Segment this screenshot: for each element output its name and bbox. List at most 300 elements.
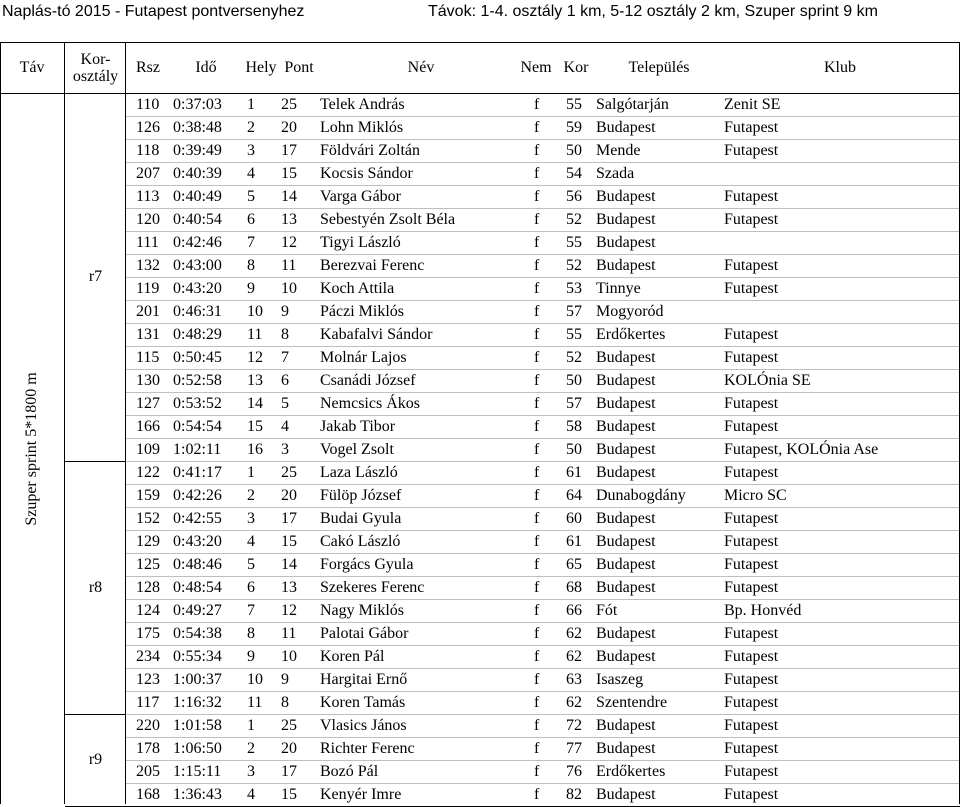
results-table	[0, 42, 960, 804]
cell-nev: Sebestyén Zsolt Béla	[320, 211, 456, 228]
cell-nev: Hargitai Ernő	[320, 671, 408, 688]
cell-nem: f	[534, 349, 540, 366]
table-row	[126, 553, 960, 576]
cell-nem: f	[534, 280, 540, 297]
row-divider	[126, 346, 960, 347]
cell-klub: Futapest, KOLÓnia Ase	[724, 441, 879, 458]
cell-tel: Mogyoród	[596, 303, 664, 320]
row-divider	[126, 484, 960, 485]
cell-tel: Budapest	[596, 717, 656, 734]
col-header-ido: Idő	[195, 59, 217, 76]
table-rule	[125, 42, 126, 804]
cell-kor: 62	[566, 648, 582, 665]
cell-tel: Budapest	[596, 464, 656, 481]
cell-pont: 14	[281, 556, 297, 573]
row-divider	[126, 737, 960, 738]
cell-nev: Koch Attila	[320, 280, 395, 297]
cell-tel: Budapest	[596, 119, 656, 136]
cell-rsz: 110	[136, 96, 160, 113]
cell-ido: 0:43:20	[173, 533, 222, 550]
cell-hely: 1	[247, 464, 255, 481]
cell-klub: Futapest	[724, 786, 779, 803]
cell-pont: 17	[281, 763, 297, 780]
cell-klub: Futapest	[724, 717, 779, 734]
table-row	[126, 162, 960, 185]
row-divider	[126, 714, 960, 715]
row-divider	[126, 208, 960, 209]
age-group-cell: r9	[88, 751, 103, 768]
row-divider	[126, 254, 960, 255]
cell-kor: 77	[566, 740, 582, 757]
cell-rsz: 125	[136, 556, 160, 573]
cell-nev: Lohn Miklós	[320, 119, 404, 136]
cell-nem: f	[534, 579, 540, 596]
cell-tel: Budapest	[596, 349, 656, 366]
cell-nem: f	[534, 602, 540, 619]
cell-rsz: 115	[136, 349, 160, 366]
cell-ido: 0:41:17	[173, 464, 222, 481]
cell-ido: 0:48:29	[173, 326, 222, 343]
cell-nem: f	[534, 648, 540, 665]
cell-nev: Cakó László	[320, 533, 401, 550]
row-divider	[126, 415, 960, 416]
table-row	[126, 116, 960, 139]
row-divider	[126, 760, 960, 761]
cell-nem: f	[534, 717, 540, 734]
cell-ido: 1:02:11	[173, 441, 222, 458]
cell-pont: 5	[281, 395, 289, 412]
cell-nev: Bozó Pál	[320, 763, 379, 780]
col-header-pont: Pont	[284, 59, 314, 76]
cell-tel: Budapest	[596, 510, 656, 527]
cell-tel: Szentendre	[596, 694, 668, 711]
cell-kor: 72	[566, 717, 582, 734]
cell-rsz: 124	[136, 602, 160, 619]
table-row	[126, 392, 960, 415]
cell-nev: Forgács Gyula	[320, 556, 414, 573]
cell-kor: 52	[566, 257, 582, 274]
cell-ido: 0:43:00	[173, 257, 222, 274]
table-row	[126, 438, 960, 461]
row-divider	[126, 783, 960, 784]
cell-ido: 0:54:38	[173, 625, 222, 642]
cell-tel: Budapest	[596, 188, 656, 205]
cell-nev: Berezvai Ferenc	[320, 257, 425, 274]
cell-nev: Molnár Lajos	[320, 349, 407, 366]
cell-tel: Erdőkertes	[596, 326, 666, 343]
table-row	[126, 737, 960, 760]
cell-rsz: 207	[136, 165, 160, 182]
cell-nem: f	[534, 763, 540, 780]
cell-rsz: 175	[136, 625, 160, 642]
cell-hely: 7	[247, 234, 255, 251]
cell-nev: Földvári Zoltán	[320, 142, 420, 159]
cell-rsz: 117	[136, 694, 160, 711]
cell-kor: 64	[566, 487, 582, 504]
table-row	[126, 576, 960, 599]
cell-rsz: 123	[136, 671, 160, 688]
cell-tel: Erdőkertes	[596, 763, 666, 780]
table-rule	[0, 42, 1, 804]
table-row	[126, 599, 960, 622]
cell-klub: Futapest	[724, 326, 779, 343]
cell-kor: 54	[566, 165, 582, 182]
cell-nev: Nagy Miklós	[320, 602, 404, 619]
cell-rsz: 113	[136, 188, 160, 205]
cell-nem: f	[534, 441, 540, 458]
cell-hely: 6	[247, 579, 255, 596]
cell-rsz: 152	[136, 510, 160, 527]
col-header-korosztaly-line2: osztály	[72, 67, 119, 85]
cell-hely: 9	[247, 280, 255, 297]
cell-ido: 1:01:58	[173, 717, 222, 734]
table-rule	[0, 42, 960, 43]
row-divider	[126, 392, 960, 393]
cell-kor: 55	[566, 234, 582, 251]
row-divider	[126, 323, 960, 324]
row-divider	[126, 599, 960, 600]
cell-nem: f	[534, 510, 540, 527]
age-group-cell: r7	[88, 268, 103, 285]
top-title-bar	[0, 0, 960, 26]
cell-nev: Kabafalvi Sándor	[320, 326, 433, 343]
cell-klub: Futapest	[724, 625, 779, 642]
cell-klub: Futapest	[724, 257, 779, 274]
table-row	[126, 300, 960, 323]
cell-tel: Salgótarján	[596, 96, 669, 113]
table-row	[126, 231, 960, 254]
cell-klub: Futapest	[724, 464, 779, 481]
cell-nem: f	[534, 671, 540, 688]
cell-kor: 52	[566, 349, 582, 366]
cell-rsz: 131	[136, 326, 160, 343]
cell-nem: f	[534, 740, 540, 757]
cell-rsz: 130	[136, 372, 160, 389]
cell-pont: 25	[281, 96, 297, 113]
cell-hely: 11	[247, 694, 263, 711]
cell-pont: 20	[281, 740, 297, 757]
table-row	[126, 93, 960, 116]
cell-hely: 13	[247, 372, 263, 389]
cell-kor: 59	[566, 119, 582, 136]
row-divider	[126, 300, 960, 301]
cell-hely: 6	[247, 211, 255, 228]
cell-tel: Budapest	[596, 740, 656, 757]
cell-ido: 0:39:49	[173, 142, 222, 159]
cell-rsz: 119	[136, 280, 160, 297]
cell-klub: KOLÓnia SE	[724, 372, 811, 389]
table-row	[126, 139, 960, 162]
cell-kor: 52	[566, 211, 582, 228]
cell-tel: Budapest	[596, 533, 656, 550]
table-row	[126, 760, 960, 783]
cell-tel: Tinnye	[596, 280, 641, 297]
row-divider	[126, 369, 960, 370]
table-row	[126, 783, 960, 806]
distance-info: Távok: 1-4. osztály 1 km, 5-12 osztály 2 km, Szuper sprint 9 km	[428, 3, 878, 20]
cell-ido: 0:49:27	[173, 602, 222, 619]
cell-hely: 15	[247, 418, 263, 435]
cell-tel: Mende	[596, 142, 641, 159]
cell-ido: 0:38:48	[173, 119, 222, 136]
cell-hely: 3	[247, 763, 255, 780]
table-row	[126, 369, 960, 392]
cell-kor: 62	[566, 694, 582, 711]
col-header-korosztaly-line1: Kor-	[80, 50, 111, 68]
table-row	[126, 323, 960, 346]
cell-kor: 55	[566, 326, 582, 343]
table-row	[126, 185, 960, 208]
cell-nev: Budai Gyula	[320, 510, 402, 527]
cell-rsz: 109	[136, 441, 160, 458]
row-divider	[126, 530, 960, 531]
table-row	[126, 507, 960, 530]
cell-kor: 50	[566, 372, 582, 389]
table-row	[126, 645, 960, 668]
row-divider	[126, 576, 960, 577]
cell-nem: f	[534, 418, 540, 435]
cell-nem: f	[534, 303, 540, 320]
row-divider	[126, 461, 960, 462]
cell-rsz: 166	[136, 418, 160, 435]
cell-hely: 14	[247, 395, 263, 412]
cell-tel: Budapest	[596, 579, 656, 596]
cell-rsz: 168	[136, 786, 160, 803]
table-row	[126, 714, 960, 737]
cell-pont: 20	[281, 487, 297, 504]
cell-nem: f	[534, 533, 540, 550]
cell-pont: 9	[281, 303, 289, 320]
cell-pont: 15	[281, 165, 297, 182]
cell-nev: Tigyi László	[320, 234, 401, 251]
col-header-korosztaly	[65, 42, 126, 93]
cell-pont: 13	[281, 579, 297, 596]
row-divider	[126, 668, 960, 669]
cell-nem: f	[534, 464, 540, 481]
cell-nem: f	[534, 372, 540, 389]
row-divider	[126, 553, 960, 554]
cell-ido: 1:06:50	[173, 740, 222, 757]
cell-klub: Futapest	[724, 694, 779, 711]
cell-kor: 76	[566, 763, 582, 780]
cell-hely: 4	[247, 165, 255, 182]
cell-ido: 1:00:37	[173, 671, 222, 688]
cell-nev: Fülöp József	[320, 487, 402, 504]
cell-rsz: 122	[136, 464, 160, 481]
cell-pont: 13	[281, 211, 297, 228]
row-divider	[126, 139, 960, 140]
distance-label: Szuper sprint 5*1800 m	[23, 371, 40, 526]
cell-pont: 4	[281, 418, 289, 435]
cell-ido: 1:36:43	[173, 786, 222, 803]
cell-klub: Futapest	[724, 119, 779, 136]
col-header-tav: Táv	[19, 59, 45, 76]
cell-hely: 2	[247, 487, 255, 504]
cell-ido: 0:43:20	[173, 280, 222, 297]
cell-hely: 7	[247, 602, 255, 619]
row-divider	[126, 507, 960, 508]
cell-hely: 8	[247, 257, 255, 274]
col-header-nev: Név	[407, 59, 435, 76]
cell-rsz: 178	[136, 740, 160, 757]
cell-klub: Futapest	[724, 671, 779, 688]
table-row	[126, 484, 960, 507]
cell-klub: Micro SC	[724, 487, 787, 504]
cell-hely: 8	[247, 625, 255, 642]
cell-pont: 8	[281, 326, 289, 343]
cell-pont: 10	[281, 280, 297, 297]
cell-pont: 17	[281, 142, 297, 159]
cell-hely: 11	[247, 326, 263, 343]
col-header-hely: Hely	[245, 59, 277, 76]
cell-nev: Vogel Zsolt	[320, 441, 394, 458]
cell-pont: 15	[281, 533, 297, 550]
row-divider	[126, 162, 960, 163]
cell-rsz: 201	[136, 303, 160, 320]
cell-rsz: 234	[136, 648, 160, 665]
col-header-kor: Kor	[563, 59, 589, 76]
cell-klub: Futapest	[724, 763, 779, 780]
cell-rsz: 118	[136, 142, 160, 159]
cell-tel: Budapest	[596, 625, 656, 642]
cell-nev: Páczi Miklós	[320, 303, 404, 320]
cell-rsz: 126	[136, 119, 160, 136]
cell-klub: Futapest	[724, 418, 779, 435]
cell-nev: Jakab Tibor	[320, 418, 396, 435]
cell-nem: f	[534, 142, 540, 159]
cell-kor: 61	[566, 533, 582, 550]
col-header-telepules: Település	[628, 59, 690, 76]
table-rule	[64, 42, 65, 804]
cell-ido: 0:42:55	[173, 510, 222, 527]
cell-pont: 11	[281, 625, 297, 642]
cell-klub: Futapest	[724, 211, 779, 228]
cell-klub: Zenit SE	[724, 96, 781, 113]
cell-ido: 0:42:26	[173, 487, 222, 504]
table-row	[126, 346, 960, 369]
cell-nev: Vlasics János	[320, 717, 407, 734]
cell-kor: 53	[566, 280, 582, 297]
cell-rsz: 120	[136, 211, 160, 228]
cell-rsz: 111	[136, 234, 159, 251]
cell-nem: f	[534, 211, 540, 228]
cell-nem: f	[534, 786, 540, 803]
cell-rsz: 220	[136, 717, 160, 734]
cell-klub: Futapest	[724, 349, 779, 366]
cell-pont: 6	[281, 372, 289, 389]
cell-pont: 12	[281, 602, 297, 619]
cell-tel: Fót	[596, 602, 618, 619]
cell-tel: Budapest	[596, 786, 656, 803]
table-row	[126, 530, 960, 553]
cell-nem: f	[534, 96, 540, 113]
cell-rsz: 132	[136, 257, 160, 274]
cell-nev: Kocsis Sándor	[320, 165, 413, 182]
table-row	[126, 622, 960, 645]
cell-nev: Laza László	[320, 464, 398, 481]
cell-nev: Varga Gábor	[320, 188, 402, 205]
cell-klub: Futapest	[724, 188, 779, 205]
cell-pont: 11	[281, 257, 297, 274]
cell-kor: 50	[566, 441, 582, 458]
cell-nem: f	[534, 556, 540, 573]
distance-cell	[0, 93, 64, 804]
row-divider	[126, 438, 960, 439]
cell-nev: Palotai Gábor	[320, 625, 409, 642]
cell-hely: 12	[247, 349, 263, 366]
cell-nem: f	[534, 188, 540, 205]
cell-kor: 60	[566, 510, 582, 527]
cell-pont: 17	[281, 510, 297, 527]
cell-ido: 0:42:46	[173, 234, 222, 251]
cell-kor: 50	[566, 142, 582, 159]
cell-kor: 63	[566, 671, 582, 688]
cell-kor: 61	[566, 464, 582, 481]
cell-nev: Koren Pál	[320, 648, 385, 665]
cell-ido: 1:15:11	[173, 763, 222, 780]
cell-klub: Bp. Honvéd	[724, 602, 802, 619]
cell-nem: f	[534, 165, 540, 182]
cell-nem: f	[534, 326, 540, 343]
cell-nev: Csanádi József	[320, 372, 416, 389]
cell-tel: Isaszeg	[596, 671, 644, 688]
cell-pont: 20	[281, 119, 297, 136]
row-divider	[126, 691, 960, 692]
cell-nev: Koren Tamás	[320, 694, 406, 711]
cell-ido: 1:16:32	[173, 694, 222, 711]
cell-kor: 57	[566, 303, 582, 320]
cell-hely: 10	[247, 671, 263, 688]
cell-nem: f	[534, 395, 540, 412]
cell-nem: f	[534, 234, 540, 251]
cell-nev: Szekeres Ferenc	[320, 579, 425, 596]
cell-nev: Telek András	[320, 96, 405, 113]
cell-klub: Futapest	[724, 395, 779, 412]
cell-rsz: 127	[136, 395, 160, 412]
cell-ido: 0:48:54	[173, 579, 222, 596]
cell-hely: 2	[247, 119, 255, 136]
cell-hely: 1	[247, 96, 255, 113]
cell-pont: 25	[281, 717, 297, 734]
cell-pont: 9	[281, 671, 289, 688]
cell-kor: 62	[566, 625, 582, 642]
table-row	[126, 415, 960, 438]
cell-nem: f	[534, 625, 540, 642]
cell-tel: Budapest	[596, 441, 656, 458]
cell-tel: Budapest	[596, 556, 656, 573]
row-divider	[126, 116, 960, 117]
cell-pont: 25	[281, 464, 297, 481]
cell-ido: 0:37:03	[173, 96, 222, 113]
cell-tel: Budapest	[596, 418, 656, 435]
cell-nem: f	[534, 119, 540, 136]
cell-nev: Richter Ferenc	[320, 740, 415, 757]
cell-ido: 0:55:34	[173, 648, 222, 665]
cell-kor: 65	[566, 556, 582, 573]
cell-hely: 3	[247, 142, 255, 159]
cell-kor: 68	[566, 579, 582, 596]
cell-tel: Budapest	[596, 372, 656, 389]
cell-klub: Futapest	[724, 556, 779, 573]
cell-pont: 12	[281, 234, 297, 251]
cell-ido: 0:50:45	[173, 349, 222, 366]
table-row	[126, 691, 960, 714]
cell-kor: 82	[566, 786, 582, 803]
cell-hely: 2	[247, 740, 255, 757]
cell-rsz: 128	[136, 579, 160, 596]
cell-nem: f	[534, 694, 540, 711]
row-divider	[126, 185, 960, 186]
